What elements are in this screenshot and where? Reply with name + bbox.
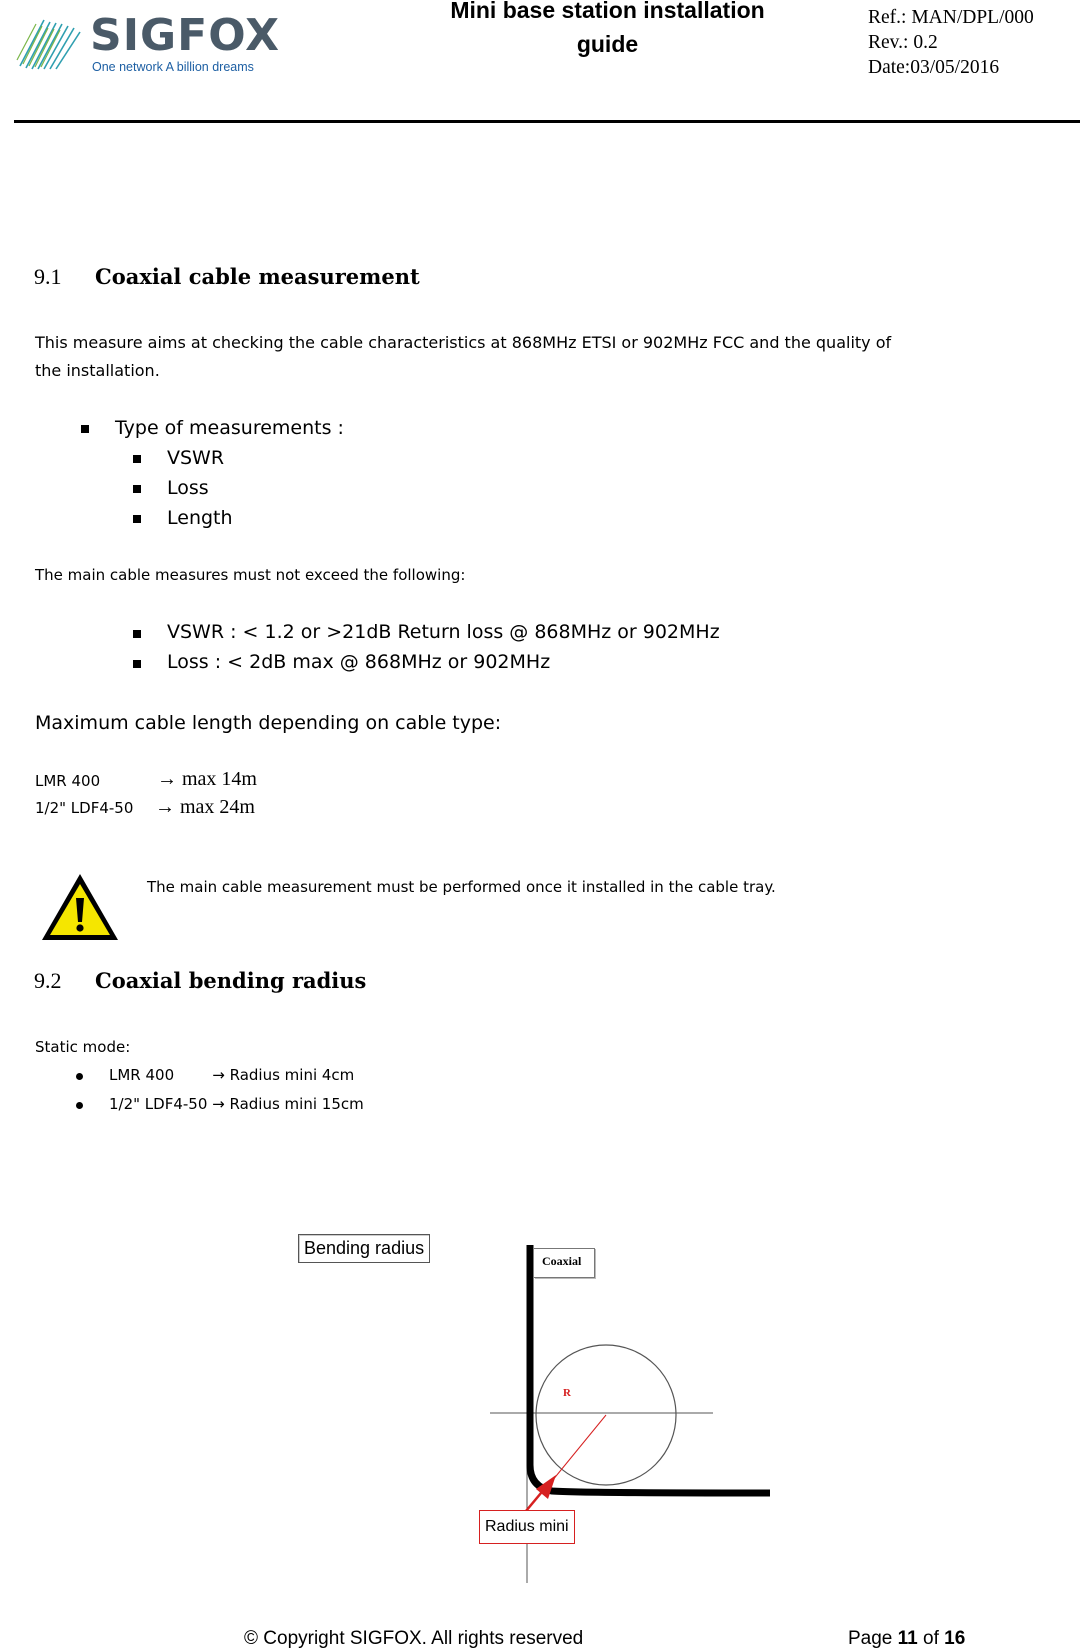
radius-ldf4: 1/2" LDF4-50 → Radius mini 15cm: [109, 1095, 364, 1113]
intro-paragraph: [35, 329, 1065, 385]
bullet-square-icon: [133, 630, 141, 638]
section-title-coaxial-measurement: Coaxial cable measurement: [95, 264, 420, 289]
intro-line1: This measure aims at checking the cable characteristics at 868MHz ETSI or 902MHz FCC and the quality of: [35, 333, 892, 352]
bullet-square-icon: [81, 425, 89, 433]
warning-icon: [38, 870, 122, 944]
coaxial-label: [534, 1248, 595, 1278]
radius-mini-label: Radius mini: [479, 1510, 575, 1544]
document-date: Date:03/05/2016: [868, 57, 1000, 78]
header-rule: [14, 120, 1080, 123]
coaxial-cable: [530, 1245, 770, 1493]
bullet-square-icon: [133, 660, 141, 668]
section-title-bending-radius: Coaxial bending radius: [95, 968, 367, 993]
bullet-square-icon: [133, 485, 141, 493]
bullet-square-icon: [133, 455, 141, 463]
cable-lmr400-name: LMR 400: [35, 772, 101, 790]
radius-r-label: R: [563, 1387, 571, 1399]
cable-ldf4-name: 1/2" LDF4-50: [35, 799, 134, 817]
logo-tagline: One network A billion dreams: [92, 60, 254, 74]
page-word: Page: [848, 1628, 898, 1649]
radius-line: [552, 1415, 606, 1481]
logo-text: SIGFOX: [90, 10, 280, 61]
measurement-type-length: Length: [167, 507, 233, 529]
cable-lmr400-max: → max 14m: [157, 768, 257, 790]
radius-lmr400: LMR 400 → Radius mini 4cm: [109, 1066, 355, 1084]
document-title: [385, 0, 830, 61]
page-total: 16: [944, 1628, 966, 1649]
measurement-type-loss: Loss: [167, 477, 209, 499]
sigfox-logo-icon: [14, 14, 86, 74]
document-title-line2: guide: [576, 31, 639, 57]
document-ref: Ref.: MAN/DPL/000: [868, 7, 1034, 28]
document-meta: [868, 5, 1034, 80]
document-rev: Rev.: 0.2: [868, 32, 938, 53]
copyright-notice: © Copyright SIGFOX. All rights reserved: [244, 1628, 584, 1649]
limits-intro: The main cable measures must not exceed the following:: [35, 566, 466, 584]
warning-text: The main cable measurement must be performed once it installed in the cable tray.: [147, 878, 776, 896]
intro-line2: the installation.: [35, 361, 160, 380]
bullet-dot-icon: [76, 1102, 83, 1109]
section-number-9-2: 9.2: [34, 968, 62, 993]
document-title-line1: Mini base station installation: [450, 0, 765, 23]
section-number-9-1: 9.1: [34, 264, 62, 289]
coaxial-label-text: Coaxial: [542, 1254, 582, 1268]
logo: [14, 10, 280, 80]
static-mode-label: Static mode:: [35, 1038, 131, 1056]
bullet-square-icon: [133, 515, 141, 523]
measurement-type-vswr: VSWR: [167, 447, 225, 469]
of-word: of: [917, 1628, 945, 1649]
bullet-dot-icon: [76, 1073, 83, 1080]
limit-loss: Loss : < 2dB max @ 868MHz or 902MHz: [167, 651, 551, 673]
limit-vswr: VSWR : < 1.2 or >21dB Return loss @ 868MHz or 902MHz: [167, 621, 720, 643]
max-length-title: Maximum cable length depending on cable type:: [35, 712, 502, 734]
measurement-types-label: Type of measurements :: [115, 417, 344, 439]
cable-ldf4-max: → max 24m: [155, 796, 255, 818]
page-current: 11: [897, 1628, 918, 1649]
page-number: [848, 1628, 965, 1650]
bending-radius-label: Bending radius: [298, 1234, 430, 1263]
